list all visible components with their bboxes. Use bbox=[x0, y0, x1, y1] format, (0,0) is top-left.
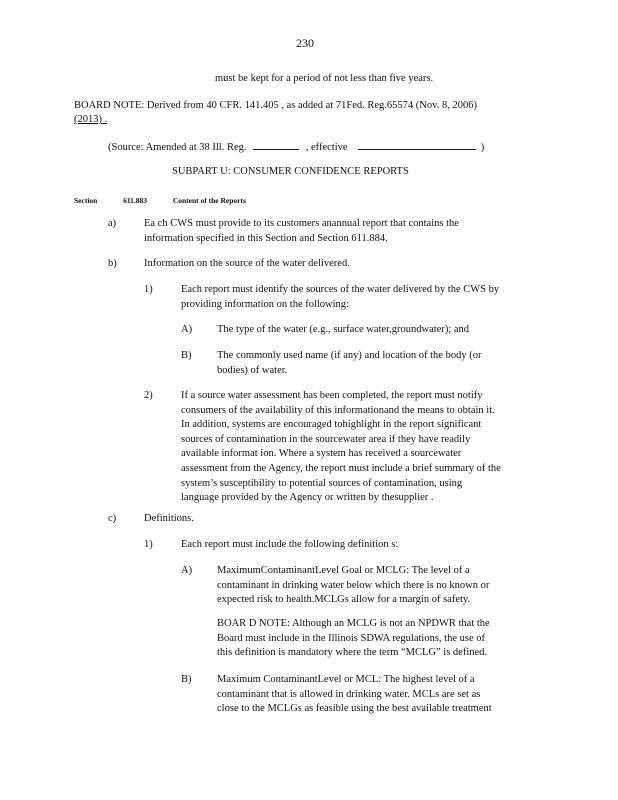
subpart-heading: SUBPART U: CONSUMER CONFIDENCE REPORTS bbox=[172, 166, 409, 177]
item-c1A-board-note: BOAR D NOTE: Although an MCLG is not an NPDWR that the Board must include in the Illinois SDWA regulations, the use of this definition is mandatory where the term “MCLG” is defined. bbox=[217, 618, 490, 659]
source-close: ) bbox=[480, 142, 485, 153]
item-c1-text: Each report must include the following definition s: bbox=[181, 539, 399, 550]
continuation-line: must be kept for a period of not less than five years. bbox=[215, 73, 434, 84]
item-b1-text: Each report must identify the sources of the water delivered by the CWS by providing information on the following: bbox=[181, 284, 500, 310]
item-c1-marker: 1) bbox=[144, 539, 153, 550]
section-label: Section bbox=[74, 196, 98, 205]
page-number: 230 bbox=[296, 36, 314, 50]
section-heading bbox=[74, 194, 246, 208]
item-b-marker: b) bbox=[108, 258, 117, 269]
source-blank-2 bbox=[358, 139, 476, 150]
item-b1-marker: 1) bbox=[144, 284, 153, 295]
section-title: Content of the Reports bbox=[172, 196, 246, 205]
source-effective: , effective bbox=[305, 142, 348, 153]
item-b1A-marker: A) bbox=[181, 324, 193, 335]
item-a-text: Ea ch CWS must provide to its customers anannual report that contains the information specified in this Section and Section 611.884. bbox=[144, 218, 459, 244]
source-note bbox=[108, 139, 484, 155]
item-b1A-text: The type of the water (e.g., surface water,groundwater); and bbox=[217, 324, 470, 335]
item-c1B-text: Maximum ContaminantLevel or MCL: The highest level of a contaminant that is allowed in drinking water. MCLs are set as close to the MCLGs as feasible using the best available treatment bbox=[217, 674, 492, 715]
section-number: 611.883 bbox=[123, 196, 148, 205]
source-blank-1 bbox=[253, 139, 299, 150]
item-a-marker: a) bbox=[108, 218, 117, 229]
item-b1B-text: The commonly used name (if any) and location of the body (or bodies) of water. bbox=[217, 350, 482, 376]
board-note-derived: BOARD NOTE: Derived from 40 CFR. 141.405 , as added at 71Fed. Reg.65574 (Nov. 8, 2006) bbox=[74, 100, 477, 111]
item-c1B-marker: B) bbox=[181, 674, 192, 685]
item-b-text: Information on the source of the water delivered. bbox=[144, 258, 350, 269]
board-note-year: (2013) . bbox=[74, 114, 108, 125]
item-b2-text: If a source water assessment has been completed, the report must notify consumers of the availability of this informationand the means to obtain it. In addition, systems are encouraged tohighlight in the report significant sources of contamination in the sourcewater area if they have readily available informat ion. Where a system has received a sourcewater assessment from the Agency, the report must include a brief summary of the system’s susceptibility to potential sources of contamination, using language provided by the Agency or written by thesupplier . bbox=[181, 390, 501, 504]
item-b1B-marker: B) bbox=[181, 350, 192, 361]
item-c-text: Definitions. bbox=[144, 513, 194, 524]
item-c1A-text: MaximumContaminantLevel Goal or MCLG: The level of a contaminant in drinking water below which there is no known or expected risk to health.MCLGs allow for a margin of safety. bbox=[217, 565, 490, 606]
item-c-marker: c) bbox=[108, 513, 117, 524]
item-c1A-marker: A) bbox=[181, 565, 193, 576]
source-amended: (Source: Amended at 38 Ill. Reg. bbox=[108, 142, 247, 153]
item-b2-marker: 2) bbox=[144, 390, 153, 401]
